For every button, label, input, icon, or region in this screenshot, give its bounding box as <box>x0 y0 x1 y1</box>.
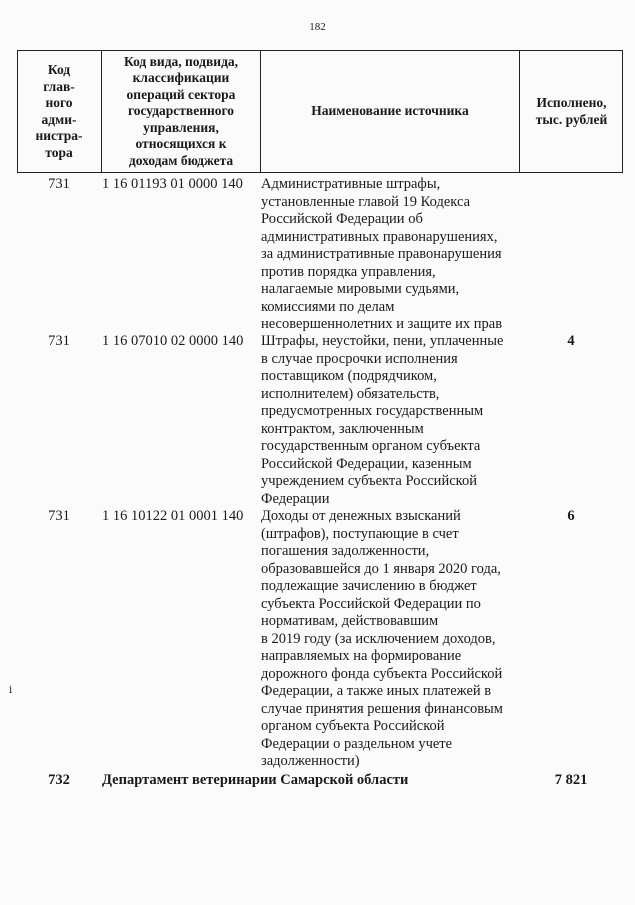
department-amount: 7 821 <box>554 772 588 788</box>
row-kbk: 1 16 10122 01 0001 140 <box>102 508 244 524</box>
row-source-name: Штрафы, неустойки, пени, уплаченные в случае просрочки исполнения поставщиком (подрядчиком, исполнителем) обязательств, предусмотренных государственным контрактом, заключенным государственным органом субъекта Российской Федерации, казенным учреждением субъекта Российской Федерации <box>261 333 504 507</box>
row-source-name: Доходы от денежных взысканий (штрафов), поступающие в счет погашения задолженности, образовавшейся до 1 января 2020 года, подлежащие зачислению в бюджет субъекта Российской Федерации по нормативам, действовавшим в 2019 году (за исключением доходов, направляемых на формирование дорожного фонда субъекта Российской Федерации, а также иных платежей в случае принятия решения финансовым органом субъекта Российской Федерации о раздельном учете задолженности) <box>261 508 503 769</box>
department-name: Департамент ветеринарии Самарской области <box>102 772 409 788</box>
row-admin-code: 731 <box>48 508 70 524</box>
row-kbk: 1 16 07010 02 0000 140 <box>102 333 244 349</box>
header-amount: Исполнено, тыс. рублей <box>535 95 608 127</box>
row-admin-code: 731 <box>48 176 70 192</box>
header-source-name: Наименование источника <box>311 103 469 119</box>
row-admin-code: 731 <box>48 333 70 349</box>
row-amount: 4 <box>567 333 575 349</box>
row-amount: 6 <box>567 508 575 524</box>
header-kbk: Код вида, подвида, классификации операций сектора государственного управления, относящихся к доходам бюджета <box>123 53 239 168</box>
margin-mark: ⅰ <box>9 685 13 696</box>
page-number: 182 <box>309 21 326 33</box>
department-admin-code: 732 <box>48 772 70 788</box>
row-kbk: 1 16 01193 01 0000 140 <box>102 176 243 192</box>
row-source-name: Административные штрафы, установленные главой 19 Кодекса Российской Федерации об административных правонарушениях, за административные правонарушения против порядка управления, налагаемые мировыми судьями, комиссиями по делам несовершеннолетних и защите их прав <box>261 176 503 332</box>
header-admin-code: Код глав- ного адми- нистра- тора <box>35 62 83 160</box>
